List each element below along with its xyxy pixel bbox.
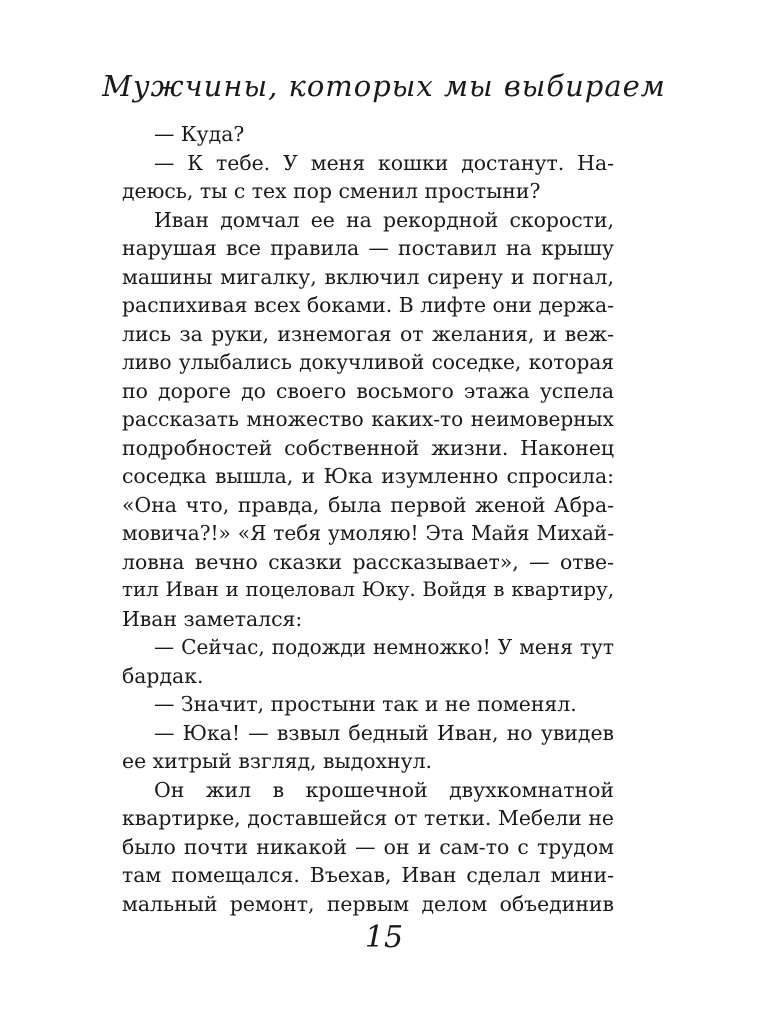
text-line: «Она что, правда, была первой женой Абра- xyxy=(122,492,614,517)
text-line: машины мигалку, включил сирену и погнал, xyxy=(122,264,614,289)
text-line: мальный ремонт, первым делом объединив xyxy=(122,891,614,916)
running-head: Мужчины, которых мы выбираем xyxy=(102,69,666,103)
text-line: по дороге до своего восьмого этажа успела xyxy=(122,378,614,403)
text-line: — Куда? xyxy=(154,122,245,146)
text-line: бардак. xyxy=(122,663,204,688)
text-line: — Сейчас, подожди немножко! У меня тут xyxy=(154,635,614,659)
text-line: Иван домчал ее на рекордной скорости, xyxy=(154,207,614,232)
text-line: рассказать множество каких-то неимоверных xyxy=(122,407,614,431)
text-line: лись за руки, изнемогая от желания, и веж- xyxy=(122,321,614,346)
text-line: подробностей собственной жизни. Наконец xyxy=(122,435,614,460)
text-line: Он жил в крошечной двухкомнатной xyxy=(154,777,614,802)
text-line: Иван заметался: xyxy=(122,606,303,631)
page-number: 15 xyxy=(364,920,404,955)
text-line: соседка вышла, и Юка изумленно спросила: xyxy=(122,464,614,488)
text-line: ловна вечно сказки рассказывает», — отве- xyxy=(122,549,614,574)
text-line: мовича?!» «Я тебя умоляю! Эта Майя Михай- xyxy=(122,521,614,545)
text-line: нарушая все правила — поставил на крышу xyxy=(122,236,614,260)
text-line: квартирке, доставшейся от тетки. Мебели не xyxy=(122,806,614,830)
text-line: — Юка! — взвыл бедный Иван, но увидев xyxy=(154,720,614,745)
text-line: — Значит, простыни так и не поменял. xyxy=(154,692,577,716)
text-line: деюсь, ты с тех пор сменил простыни? xyxy=(122,179,541,203)
text-line: тил Иван и поцеловал Юку. Войдя в квартиру, xyxy=(122,578,614,601)
text-line: распихивая всех боками. В лифте они держа- xyxy=(122,293,614,317)
text-line: ливо улыбались докучливой соседке, которая xyxy=(122,350,614,374)
text-line: было почти никакой — он и сам-то с трудом xyxy=(122,834,614,859)
text-line: ее хитрый взгляд, выдохнул. xyxy=(122,749,433,773)
body-text xyxy=(122,120,614,918)
text-line: — К тебе. У меня кошки достанут. На- xyxy=(154,150,614,175)
text-line: там помещался. Въехав, Иван сделал мини- xyxy=(122,863,614,887)
